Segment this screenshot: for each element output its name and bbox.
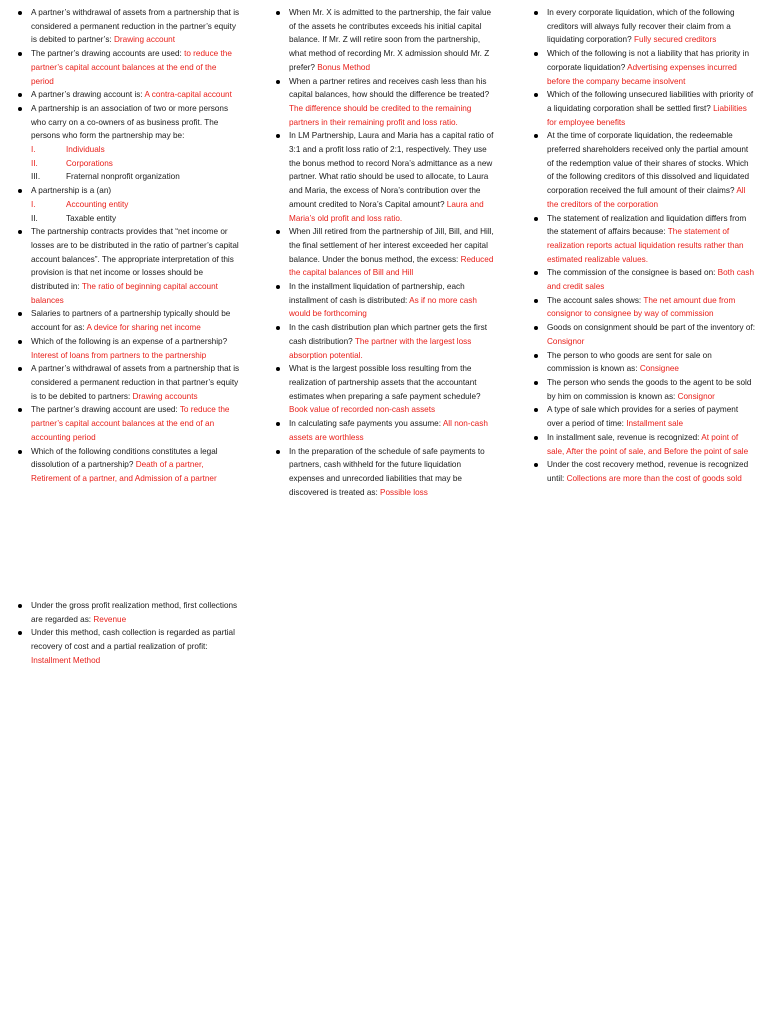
- answer-text: Possible loss: [380, 487, 428, 497]
- question-text: The partner’s drawing accounts are used:: [31, 49, 185, 59]
- choice-numeral: II.: [31, 158, 38, 168]
- answer-text: Reduced the capital balances of Bill and Hill: [289, 254, 494, 278]
- question-item: [18, 6, 240, 47]
- question-text: The person who sends the goods to the agent to be sold by him on commission is known as:: [547, 377, 752, 401]
- question-text: Under the cost recovery method, revenue is recognized until:: [547, 460, 749, 483]
- question-item: [18, 403, 240, 444]
- question-text: A partner’s drawing account is:: [31, 90, 145, 100]
- choice-item: [31, 212, 240, 226]
- question-text: The account sales shows:: [547, 295, 644, 305]
- answer-text: As if no more cash would be forthcoming: [289, 295, 477, 319]
- answer-text: A device for sharing net income: [86, 323, 201, 333]
- question-text: The statement of realization and liquidation differs from the statement of affairs because:: [547, 213, 747, 237]
- answer-text: At point of sale, After the point of sale, and Before the point of sale: [547, 432, 749, 456]
- question-text: A partnership is an association of two or more persons who carry on a co-owners of as business profit. The persons who form the partnership may be:: [31, 103, 229, 141]
- question-item: [534, 458, 756, 485]
- question-item: [534, 88, 756, 129]
- answer-text: Consignor: [547, 336, 585, 346]
- question-text: What is the largest possible loss resulting from the realization of partnership assets that the accountant estimates when preparing a safe payment schedule?: [289, 364, 481, 401]
- column-3: [534, 6, 756, 486]
- answer-text: to reduce the partner’s capital account balances at the end of the period: [31, 49, 232, 86]
- question-text: In installment sale, revenue is recognized:: [547, 432, 702, 442]
- question-text: Salaries to partners of a partnership typically should be account for as:: [31, 309, 231, 333]
- question-item: [534, 47, 756, 88]
- answer-text: The statement of realization reports actual liquidation results rather than estimated realizable values.: [547, 227, 744, 264]
- question-text: A type of sale which provides for a series of payment over a period of time:: [547, 405, 739, 429]
- choice-item: [31, 170, 240, 184]
- question-list: [18, 599, 240, 668]
- choice-numeral: I.: [31, 199, 36, 209]
- question-item: [18, 47, 240, 88]
- question-text: Which of the following conditions constitutes a legal dissolution of a partnership?: [31, 446, 218, 470]
- question-list: [534, 6, 756, 486]
- question-item: [18, 626, 240, 667]
- answer-text: Book value of recorded non-cash assets: [289, 405, 436, 415]
- answer-text: Fully secured creditors: [633, 35, 717, 45]
- choice-text: Accounting entity: [66, 199, 129, 209]
- question-item: [534, 321, 756, 348]
- question-item: [18, 335, 240, 362]
- question-item: [534, 212, 756, 267]
- answer-text: Bonus Method: [317, 62, 371, 72]
- answer-text: The difference should be credited to the remaining partners in their remaining profit and loss ratio.: [289, 103, 472, 127]
- answer-text: Installment sale: [626, 419, 684, 429]
- question-text: In the preparation of the schedule of safe payments to partners, cash withheld for the future liquidation expenses and unrecorded liabilities that may be discovered is treated as:: [289, 446, 485, 497]
- choice-item: [31, 198, 240, 212]
- question-item: [534, 6, 756, 47]
- choice-list: [31, 143, 240, 184]
- answer-text: Revenue: [93, 614, 127, 624]
- question-text: The person to who goods are sent for sale on commission is known as:: [547, 350, 712, 374]
- question-item: [18, 102, 240, 184]
- question-item: [534, 403, 756, 430]
- question-text: In the installment liquidation of partnership, each installment of cash is distributed:: [289, 282, 465, 305]
- choice-numeral: II.: [31, 213, 38, 223]
- question-item: [534, 349, 756, 376]
- question-item: [276, 280, 498, 321]
- choice-item: [31, 157, 240, 171]
- question-text: When Mr. X is admitted to the partnership, the fair value of the assets he contributes exceeds his initial capital balance. If Mr. Z will retire soon from the partnership, what method of recording Mr. X admission should Mr. Z prefer?: [289, 8, 492, 72]
- question-text: Which of the following is an expense of a partnership?: [31, 336, 228, 346]
- answer-text: Installment Method: [31, 655, 101, 665]
- answer-text: The partner with the largest loss absorption potential.: [289, 336, 472, 360]
- question-item: [534, 431, 756, 458]
- answer-text: Consignor: [677, 391, 715, 401]
- question-item: [534, 129, 756, 211]
- question-item: [276, 6, 498, 75]
- answer-text: Collections are more than the cost of goods sold: [566, 473, 742, 483]
- question-item: [18, 88, 240, 102]
- question-text: Which of the following is not a liability that has priority in corporate liquidation?: [547, 49, 750, 72]
- answer-text: A contra-capital account: [144, 90, 232, 100]
- choice-numeral: I.: [31, 145, 36, 155]
- question-text: In calculating safe payments you assume:: [289, 419, 443, 429]
- answer-text: Drawing account: [114, 35, 175, 45]
- question-item: [18, 445, 240, 486]
- question-text: A partner’s withdrawal of assets from a partnership that is considered a permanent reduction in the partner’s equity is debited to partner’s:: [31, 8, 240, 45]
- question-text: In the cash distribution plan which partner gets the first cash distribution?: [289, 323, 487, 346]
- question-item: [276, 225, 498, 280]
- answer-text: Laura and Maria’s old profit and loss ratio.: [289, 199, 484, 223]
- answer-text: All non-cash assets are worthless: [289, 419, 488, 442]
- question-item: [276, 445, 498, 500]
- choice-item: [31, 143, 240, 157]
- choice-text: Corporations: [66, 158, 113, 168]
- question-item: [18, 184, 240, 225]
- question-item: [276, 75, 498, 130]
- question-item: [276, 321, 498, 362]
- column-2: [276, 6, 498, 499]
- question-text: The partner’s drawing account are used:: [31, 405, 180, 415]
- question-text: In LM Partnership, Laura and Maria has a capital ratio of 3:1 and a profit loss ratio of 2:1, respectively. They use the bonus method to record Nora’s admittance as a new partner. What ratio should be used to allocate, to Laura and Maria, the excess of Nora’s contribution over the amount credited to Nora’s Capital amount?: [289, 131, 494, 209]
- question-text: The partnership contracts provides that “net income or losses are to be distributed in the ratio of partner’s capital account balances”. The appropriate interpretation of this provision is that net income or losses should be distributed in:: [31, 227, 239, 292]
- question-item: [534, 266, 756, 293]
- answer-text: Interest of loans from partners to the partnership: [31, 350, 207, 360]
- question-text: A partner’s withdrawal of assets from a partnership that is considered a permanent reduction in that partner’s equity is to be debited to partners:: [31, 364, 240, 401]
- answer-text: The net amount due from consignor to consignee by way of commission: [547, 295, 736, 319]
- question-item: [18, 362, 240, 403]
- question-list: [18, 6, 240, 486]
- question-text: Under this method, cash collection is regarded as partial recovery of cost and a partial realization of profit:: [31, 628, 235, 652]
- question-text: In every corporate liquidation, which of the following creditors will always fully recover their claim from a liquidating corporation?: [547, 8, 735, 45]
- answer-text: To reduce the partner’s capital account balances at the end of an accounting period: [31, 405, 230, 442]
- question-text: Under the gross profit realization method, first collections are regarded as:: [31, 601, 238, 624]
- answer-text: Consignee: [639, 364, 679, 374]
- question-item: [276, 417, 498, 444]
- answer-text: Death of a partner, Retirement of a partner, and Admission of a partner: [31, 460, 217, 483]
- choice-numeral: III.: [31, 172, 41, 182]
- question-text: Which of the following unsecured liabilities with priority of a liquidating corporation shall be settled first?: [547, 90, 754, 113]
- answer-text: Both cash and credit sales: [547, 268, 755, 292]
- question-text: Goods on consignment should be part of the inventory of:: [547, 323, 756, 333]
- question-item: [534, 376, 756, 403]
- question-item: [18, 599, 240, 626]
- question-item: [276, 362, 498, 417]
- question-text: A partnership is a (an): [31, 186, 112, 196]
- question-item: [18, 225, 240, 307]
- column-1-continued: [18, 599, 240, 668]
- choice-text: Fraternal nonprofit organization: [66, 172, 180, 182]
- choice-list: [31, 198, 240, 225]
- choice-text: Taxable entity: [66, 213, 117, 223]
- question-item: [276, 129, 498, 225]
- column-1: [18, 6, 240, 486]
- answer-text: Liabilities for employee benefits: [547, 103, 747, 127]
- question-item: [534, 294, 756, 321]
- question-text: When Jill retired from the partnership of Jill, Bill, and Hill, the final settlement of her interest exceeded her capital balance. Under the bonus method, the excess:: [289, 227, 494, 264]
- question-text: When a partner retires and receives cash less than his capital balances, how should the difference be treated?: [289, 76, 490, 100]
- answer-text: All the creditors of the corporation: [547, 186, 746, 209]
- answer-text: Advertising expenses incurred before the company became insolvent: [547, 62, 737, 86]
- question-list: [276, 6, 498, 499]
- question-text: At the time of corporate liquidation, the redeemable preferred shareholders received only the partial amount of the redemption value of their shares of stocks. Which of the following creditors of this dissolved and liquidated corporation received the full amount of their claims?: [547, 131, 750, 196]
- question-text: The commission of the consignee is based on:: [547, 268, 718, 278]
- choice-text: Individuals: [66, 145, 105, 155]
- answer-text: Drawing accounts: [132, 391, 198, 401]
- answer-text: The ratio of beginning capital account balances: [31, 282, 218, 305]
- question-item: [18, 307, 240, 334]
